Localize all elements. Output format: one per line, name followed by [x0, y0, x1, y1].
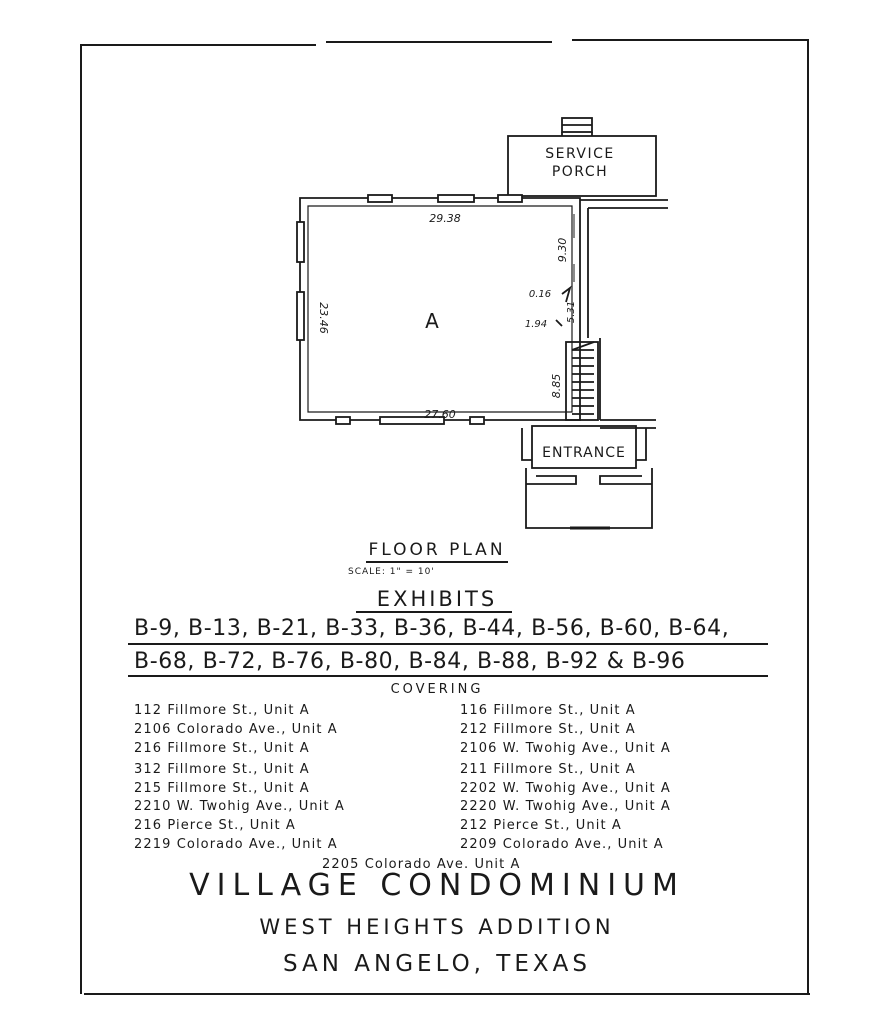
exhibits-title: EXHIBITS — [376, 587, 498, 611]
dim-bottom: 27.60 — [424, 408, 456, 421]
address-left-7: 216 Pierce St., Unit A — [134, 818, 296, 833]
stair — [566, 342, 598, 420]
address-right-3: 2106 W. Twohig Ave., Unit A — [460, 741, 671, 756]
dim-jog-lower: 1.94 — [524, 319, 548, 330]
address-right-4: 211 Fillmore St., Unit A — [460, 762, 636, 777]
dim-left: 23.46 — [317, 302, 330, 334]
address-left-4: 312 Fillmore St., Unit A — [134, 762, 310, 777]
dim-right-lower: 8.85 — [550, 373, 563, 399]
address-left-6: 2210 W. Twohig Ave., Unit A — [134, 799, 345, 814]
address-left-5: 215 Fillmore St., Unit A — [134, 781, 310, 796]
exhibits-row-2: B-68, B-72, B-76, B-80, B-84, B-88, B-92 & B-96 — [134, 649, 686, 674]
address-left-3: 216 Fillmore St., Unit A — [134, 741, 310, 756]
plan-scale: SCALE: 1" = 10' — [348, 567, 435, 577]
address-right-5: 2202 W. Twohig Ave., Unit A — [460, 781, 671, 796]
exhibits-rule-2 — [128, 675, 768, 677]
address-right-8: 2209 Colorado Ave., Unit A — [460, 837, 664, 852]
address-right-1: 116 Fillmore St., Unit A — [460, 703, 636, 718]
main-room-walls — [300, 198, 580, 420]
location: SAN ANGELO, TEXAS — [283, 951, 591, 977]
dim-right-upper: 9.30 — [556, 237, 569, 263]
service-porch-label-1: SERVICE — [545, 146, 615, 162]
plan-title: FLOOR PLAN — [0, 540, 874, 560]
address-right-2: 212 Fillmore St., Unit A — [460, 722, 636, 737]
covering-label: COVERING — [390, 682, 484, 697]
exhibits-rule-1 — [128, 643, 768, 645]
exhibits-row-1: B-9, B-13, B-21, B-33, B-36, B-44, B-56, B-60, B-64, — [134, 616, 730, 641]
address-right-7: 212 Pierce St., Unit A — [460, 818, 622, 833]
address-right-6: 2220 W. Twohig Ave., Unit A — [460, 799, 671, 814]
dim-jog-upper: 0.16 — [528, 289, 552, 300]
service-porch-label-2: PORCH — [551, 164, 609, 180]
dim-top: 29.38 — [429, 212, 461, 225]
address-center: 2205 Colorado Ave. Unit A — [322, 857, 521, 872]
address-left-1: 112 Fillmore St., Unit A — [134, 703, 310, 718]
entrance-porch — [526, 468, 652, 528]
dim-right-mid: 5.31 — [566, 300, 577, 324]
unit-label: A — [425, 309, 439, 333]
entrance-label: ENTRANCE — [542, 445, 626, 461]
exhibits-title-rule — [356, 611, 512, 613]
addition-name: WEST HEIGHTS ADDITION — [259, 915, 615, 939]
address-left-8: 2219 Colorado Ave., Unit A — [134, 837, 338, 852]
address-left-2: 2106 Colorado Ave., Unit A — [134, 722, 338, 737]
project-name: VILLAGE CONDOMINIUM — [189, 868, 685, 903]
